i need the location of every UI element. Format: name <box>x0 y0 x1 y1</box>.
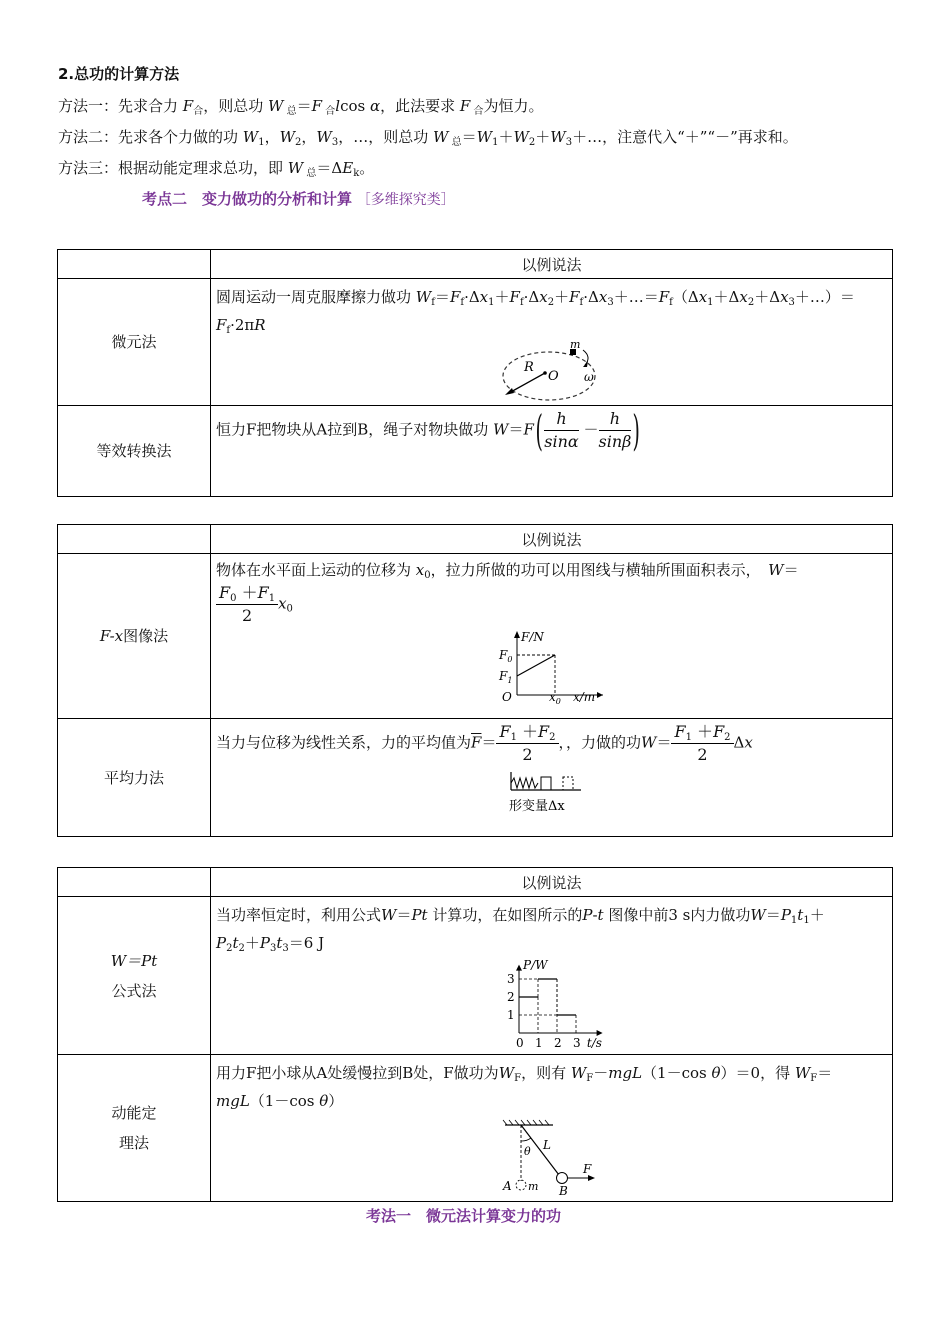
row-label-power: W＝Pt 公式法 <box>58 897 211 1055</box>
y-tick-3: 3 <box>506 972 515 986</box>
x-tick-1: 1 <box>534 1036 543 1050</box>
axis-label-F: F/N <box>520 630 544 644</box>
x-tick-2: 2 <box>553 1036 562 1050</box>
row-label-micro: 微元法 <box>58 279 211 406</box>
x-tick-3: 3 <box>572 1036 581 1050</box>
spring-caption: 形变量Δx <box>508 799 565 814</box>
force-line <box>517 655 555 676</box>
topic-heading: 考点二 变力做功的分析和计算 ［多维探究类］ <box>142 190 455 208</box>
table-corner <box>58 868 211 897</box>
label-theta: θ <box>523 1145 531 1158</box>
label-m: m <box>527 1180 538 1193</box>
method-table-2 <box>57 524 893 837</box>
tick-F0: $F_0$ <box>498 648 512 664</box>
row-label-fx: F-x图像法 <box>58 554 211 719</box>
p-t-graph <box>497 959 607 1049</box>
label-B: B <box>558 1184 568 1198</box>
table-header: 以例说法 <box>211 868 893 897</box>
row-label-kinetic: 动能定 理法 <box>58 1055 211 1202</box>
label-F: F <box>582 1162 591 1176</box>
method-2: 方法二：先求各个力做的功 $W_1$，$W_2$，$W_3$，…，则总功 W $_总=W_1+W_2+W_3+\dots$，注意代入“＋”“－”再求和。 <box>58 128 798 148</box>
footer-heading: 考法一 微元法计算变力的功 <box>366 1207 562 1225</box>
method-1: 方法一：先求合力 $F_合$，则总功 W $_总$＝F $_合$lcos α，此法要求 F $_合$为恒力。 <box>58 97 544 117</box>
f-x-graph <box>497 629 607 706</box>
y-tick-1: 1 <box>506 1008 515 1022</box>
row-content-power: 当功率恒定时，利用公式W＝Pt 计算功，在如图所示的P-t 图像中前3 s内力做功$W=P_1t_1+$ $P_2t_2+P_3t_3=6$ J 1 2 3 0 1 2 3 P/W t/s <box>211 897 893 1055</box>
label-O: O <box>547 369 559 384</box>
row-content-fx: 物体在水平面上运动的位移为 $x_0$，拉力所做的功可以用图线与横轴所围面积表示， W＝ $\frac{F_0 +F_1}{2}$ $x_0$ F/N $F_0$ $F_1$ O $x_0$ x/m <box>211 554 893 719</box>
row-content-average: 当力与位移为线性关系，力的平均值为$\overline{F}=$ $\frac{F_1 +F_2}{2}$ ，，力做的功W＝ $\frac{F_1 +F_2}{2}$ Δx 形变量Δx <box>211 719 893 837</box>
label-A: A <box>502 1179 512 1193</box>
label-L: L <box>542 1138 551 1152</box>
row-label-equivalent: 等效转换法 <box>58 406 211 497</box>
origin-O: O <box>501 690 512 704</box>
y-tick-2: 2 <box>506 990 515 1004</box>
axis-label-x: x/m <box>572 690 595 704</box>
circular-motion-figure <box>497 338 607 405</box>
row-label-average: 平均力法 <box>58 719 211 837</box>
label-R: R <box>523 360 534 375</box>
row-content-micro: 圆周运动一周克服摩擦力做功 $W_f=F_f\cdot\Delta x_1+F_f\cdot\Delta x_2+F_f\cdot\Delta x_3+\dots=F_f(\Delta x_1+\Delta x_2+\Delta x_3+\dots)=$ $F_f\cdot 2\pi R$ R O m ω <box>211 279 893 406</box>
method-3: 方法三：根据动能定理求总功，即 W $_总=\Delta E_k$。 <box>58 159 375 179</box>
table-header: 以例说法 <box>211 525 893 554</box>
spring-figure <box>507 770 597 816</box>
pendulum-figure <box>497 1119 607 1197</box>
table-header: 以例说法 <box>211 250 893 279</box>
label-m: m <box>569 338 580 351</box>
method-table-3 <box>57 867 893 1202</box>
table-corner <box>58 250 211 279</box>
axis-label-t: t/s <box>586 1036 602 1050</box>
table-corner <box>58 525 211 554</box>
tick-x0: $x_0$ <box>548 690 561 706</box>
label-omega: ω <box>583 370 594 384</box>
axis-label-P: P/W <box>522 958 547 972</box>
x-tick-0: 0 <box>515 1036 524 1050</box>
section-heading: 2.总功的计算方法 <box>58 65 180 83</box>
row-content-equivalent: 恒力F把物块从A拉到B，绳子对物块做功 W＝F( $\frac{h}{\sin\alpha}$ － $\frac{h}{\sin\beta}$ ) <box>211 406 893 497</box>
tick-F1: $F_1$ <box>498 669 512 685</box>
row-content-kinetic: 用力F把小球从A处缓慢拉到B处，F做功为$W_F$，则有 $W_F-mgL(1-\cos$ θ）＝0，得 $W_F=$ mgL（1－cos θ） L θ A m B F <box>211 1055 893 1202</box>
method-table-1 <box>57 249 893 497</box>
